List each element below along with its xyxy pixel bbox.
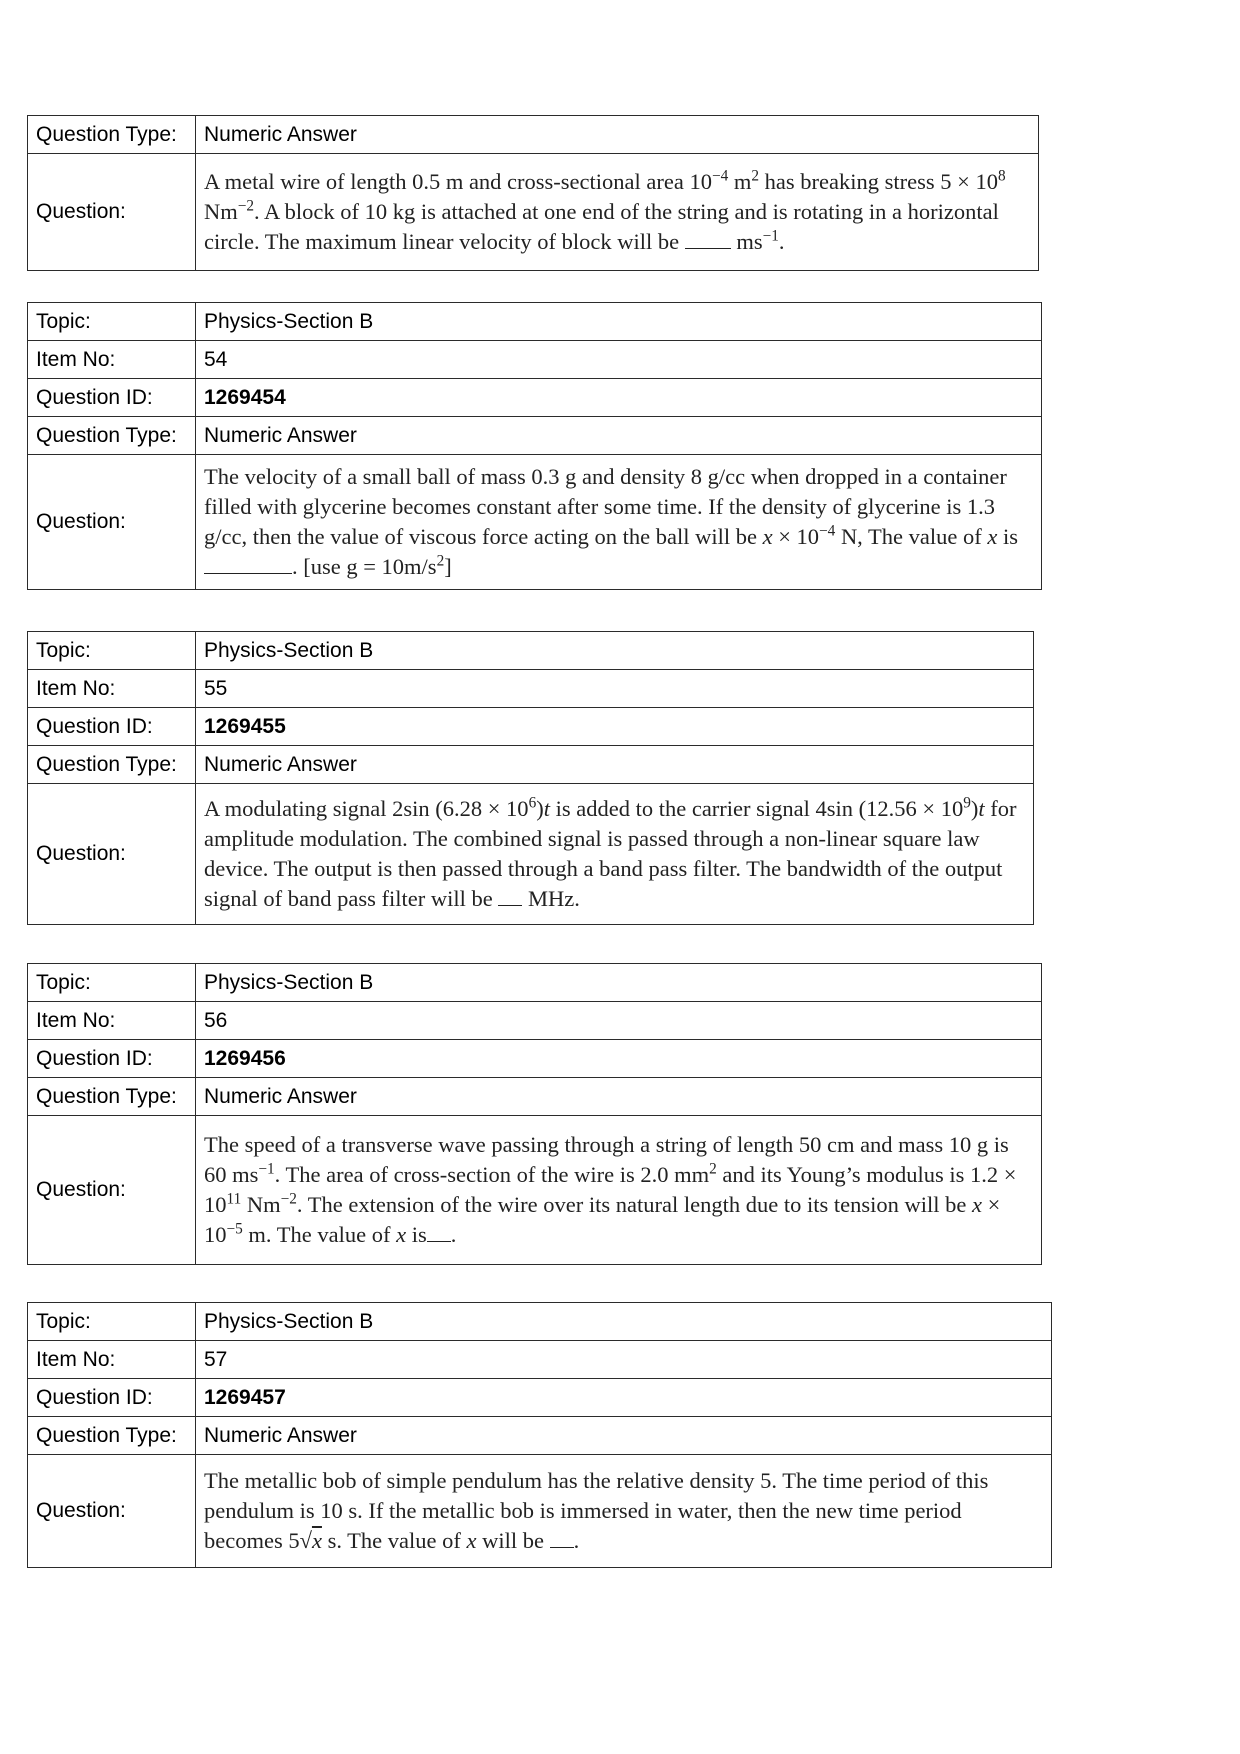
question-type-row — [28, 746, 1034, 784]
question-id-row — [28, 1040, 1042, 1078]
question-block-57 — [27, 1302, 1052, 1568]
question-label: Question: — [28, 154, 196, 271]
question-type-label: Question Type: — [28, 116, 196, 154]
item-no-row — [28, 1341, 1052, 1379]
question-label: Question: — [28, 455, 196, 590]
question-row — [28, 784, 1034, 925]
question-row — [28, 1455, 1052, 1568]
question-text: A modulating signal 2sin $(6.28 \times 10^6)t$ is added to the carrier signal 4sin $(12.56 \times 10^9)t$ for amplitude modulation. The combined signal is passed through a non-linear square law device. The output is then passed through a band pass filter. The bandwidth of the output signal of band pass filter will be MHz. — [196, 784, 1034, 925]
topic-value: Physics-Section B — [196, 1303, 1052, 1341]
item-no-row — [28, 670, 1034, 708]
question-type-value: Numeric Answer — [196, 1417, 1052, 1455]
question-text: The speed of a transverse wave passing through a string of length 50 cm and mass 10 g is 60 $ms^{-1}$. The area of cross-section of the wire is 2.0 $mm^2$ and its Young’s modulus is $1.2 \times 10^{11}$ $Nm^{-2}$. The extension of the wire over its natural length due to its tension will be $x \times 10^{-5}$ m. The value of x is . — [196, 1116, 1042, 1265]
item-no-row — [28, 1002, 1042, 1040]
answer-blank — [204, 553, 292, 574]
question-id-row — [28, 379, 1042, 417]
question-id-value: 1269457 — [196, 1379, 1052, 1417]
square-root-symbol: √ — [299, 1527, 312, 1553]
question-type-row — [28, 1417, 1052, 1455]
question-row — [28, 1116, 1042, 1265]
item-no-value: 55 — [196, 670, 1034, 708]
item-no-label: Item No: — [28, 341, 196, 379]
topic-label: Topic: — [28, 1303, 196, 1341]
question-label: Question: — [28, 784, 196, 925]
topic-value: Physics-Section B — [196, 303, 1042, 341]
item-no-value: 56 — [196, 1002, 1042, 1040]
question-id-label: Question ID: — [28, 379, 196, 417]
question-type-label: Question Type: — [28, 1078, 196, 1116]
question-id-label: Question ID: — [28, 708, 196, 746]
topic-label: Topic: — [28, 303, 196, 341]
question-type-row — [28, 116, 1039, 154]
question-id-row — [28, 1379, 1052, 1417]
answer-blank — [498, 885, 522, 906]
question-label: Question: — [28, 1455, 196, 1568]
topic-row — [28, 1303, 1052, 1341]
question-id-label: Question ID: — [28, 1040, 196, 1078]
question-id-value: 1269455 — [196, 708, 1034, 746]
topic-row — [28, 632, 1034, 670]
question-type-value: Numeric Answer — [196, 1078, 1042, 1116]
question-text: A metal wire of length 0.5 m and cross-sectional area $10^{-4}$ $m^2$ has breaking stress $5 \times 10^8$ $Nm^{-2}$. A block of 10 kg is attached at one end of the string and is rotating in a horizontal circle. The maximum linear velocity of block will be $ms^{-1}$. — [196, 154, 1039, 271]
question-block-55 — [27, 631, 1034, 925]
question-type-row — [28, 417, 1042, 455]
topic-label: Topic: — [28, 632, 196, 670]
answer-blank — [550, 1527, 574, 1548]
item-no-label: Item No: — [28, 670, 196, 708]
question-type-row — [28, 1078, 1042, 1116]
question-id-label: Question ID: — [28, 1379, 196, 1417]
topic-row — [28, 964, 1042, 1002]
question-type-value: Numeric Answer — [196, 417, 1042, 455]
question-label: Question: — [28, 1116, 196, 1265]
question-id-row — [28, 708, 1034, 746]
question-row — [28, 455, 1042, 590]
item-no-label: Item No: — [28, 1002, 196, 1040]
question-type-label: Question Type: — [28, 417, 196, 455]
item-no-row — [28, 341, 1042, 379]
question-type-value: Numeric Answer — [196, 116, 1039, 154]
topic-value: Physics-Section B — [196, 964, 1042, 1002]
item-no-value: 54 — [196, 341, 1042, 379]
topic-row — [28, 303, 1042, 341]
question-id-value: 1269456 — [196, 1040, 1042, 1078]
question-row — [28, 154, 1039, 271]
question-block-53 — [27, 115, 1039, 271]
answer-blank — [685, 228, 731, 249]
question-block-54 — [27, 302, 1042, 590]
question-text: The velocity of a small ball of mass 0.3 g and density 8 g/cc when dropped in a container filled with glycerine becomes constant after some time. If the density of glycerine is 1.3 g/cc, then the value of viscous force acting on the ball will be $x \times 10^{-4}$ N, The value of x is . [use $g = 10m/s^2$] — [196, 455, 1042, 590]
item-no-value: 57 — [196, 1341, 1052, 1379]
topic-value: Physics-Section B — [196, 632, 1034, 670]
question-id-value: 1269454 — [196, 379, 1042, 417]
item-no-label: Item No: — [28, 1341, 196, 1379]
question-text: The metallic bob of simple pendulum has the relative density 5. The time period of this pendulum is 10 s. If the metallic bob is immersed in water, then the new time period becomes 5√x s. The value of x will be . — [196, 1455, 1052, 1568]
question-type-value: Numeric Answer — [196, 746, 1034, 784]
question-type-label: Question Type: — [28, 1417, 196, 1455]
question-block-56 — [27, 963, 1042, 1265]
topic-label: Topic: — [28, 964, 196, 1002]
question-type-label: Question Type: — [28, 746, 196, 784]
answer-blank — [427, 1221, 451, 1242]
